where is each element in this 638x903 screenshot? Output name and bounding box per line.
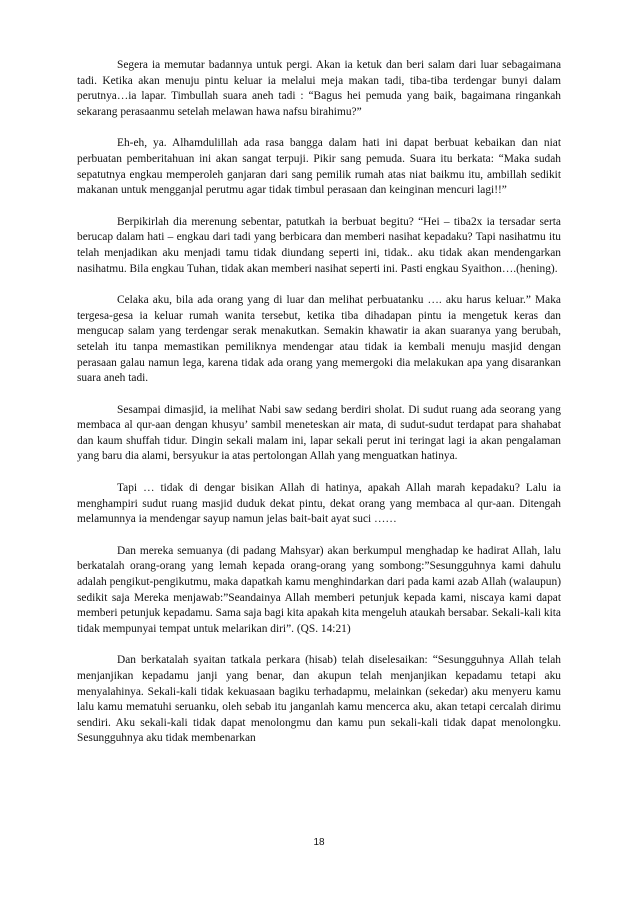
paragraph-6: Tapi … tidak di dengar bisikan Allah di hatinya, apakah Allah marah kepadaku? Lalu ia menghampiri sudut ruang masjid duduk dekat pintu, dekat orang yang membaca al qur-aan. Ditengah melamunnya ia mendengar sayup namun jelas bait-bait ayat suci …… [77, 482, 561, 526]
page-body [77, 58, 561, 763]
paragraph-4: Celaka aku, bila ada orang yang di luar dan melihat perbuatanku …. aku harus keluar.” Maka tergesa-gesa ia keluar rumah wanita tersebut, ketika tiba dihadapan pintu ia mengetuk keras dan mengucap salam yang terdengar serak menakutkan. Semakin khawatir ia akan suaranya yang berubah, setelah itu tanpa memastikan pemiliknya mendengar atau tidak ia kembali menuju masjid dengan perasaan galau namun lega, karena tidak ada orang yang memergoki dia melakukan apa yang disarankan suara aneh tadi. [77, 294, 561, 385]
paragraph-5: Sesampai dimasjid, ia melihat Nabi saw sedang berdiri sholat. Di sudut ruang ada seorang yang membaca al qur-aan dengan khusyu’ sambil meneteskan air mata, di sudut-sudut terdapat para shahabat dan kaum shuffah tidur. Dingin sekali malam ini, lapar sekali perut ini teringat lagi ia akan pengalaman yang baru dia alami, bersyukur ia atas pertolongan Allah yang menguatkan hatinya. [77, 403, 561, 463]
paragraph-7: Dan mereka semuanya (di padang Mahsyar) akan berkumpul menghadap ke hadirat Allah, lalu berkatalah orang-orang yang lemah kepada orang-orang yang sombong:”Sesungguhnya kami dahulu adalah pengikut-pengikutmu, maka dapatkah kamu menghindarkan dari pada kami azab Allah (walaupun) sedikit saja Mereka menjawab:”Seandainya Allah memberi petunjuk kepada kami, niscaya kami dapat memberi petunjuk kepadamu. Sama saja bagi kita apakah kita mengeluh ataukah bersabar. Sekali-kali kita tidak mempunyai tempat untuk melarikan diri”. (QS. 14:21) [77, 544, 561, 635]
page-number: 18 [313, 837, 325, 848]
paragraph-3: Berpikirlah dia merenung sebentar, patutkah ia berbuat begitu? “Hei – tiba2x ia tersadar serta berucap dalam hati – engkau dari tadi yang berbicara dan memberi nasihat kepadaku? Tapi nasihatmu itu telah menjadikan aku menjadi tamu tidak diundang seperti ini, tidak.. aku tidak akan mendengarkan nasihatmu. Bila engkau Tuhan, tidak akan memberi nasihat seperti ini. Pasti engkau Syaithon….(hening). [77, 215, 561, 275]
paragraph-2: Eh-eh, ya. Alhamdulillah ada rasa bangga dalam hati ini dapat berbuat kebaikan dan niat perbuatan pemberitahuan ini akan sangat terpuji. Pikir sang pemuda. Suara itu berkata: “Maka sudah sepatutnya engkau memperoleh ganjaran dari sang pemilik rumah atas niat baikmu itu, ambillah sedikit makanan untuk mengganjal perutmu agar tidak timbul perasaan dan keinginan mencuri lagi!!” [77, 137, 561, 197]
paragraph-8: Dan berkatalah syaitan tatkala perkara (hisab) telah diselesaikan: “Sesungguhnya Allah telah menjanjikan kepadamu janji yang benar, dan akupun telah menjanjikan kepadamu tetapi aku menyalahinya. Sekali-kali tidak kekuasaan bagiku terhadapmu, melainkan (sekedar) aku menyeru kamu lalu kamu mematuhi seruanku, oleh sebab itu janganlah kamu mencerca aku, akan tetapi cercalah dirimu sendiri. Aku sekali-kali tidak dapat menolongmu dan kamu pun sekali-kali tidak dapat menolongku. Sesungguhnya aku tidak membenarkan [77, 654, 561, 745]
paragraph-1: Segera ia memutar badannya untuk pergi. Akan ia ketuk dan beri salam dari luar sebagaimana tadi. Ketika akan menuju pintu keluar ia melalui meja makan tadi, tiba-tiba terdengar bunyi dalam perutnya…ia lapar. Timbullah suara aneh tadi : “Bagus hei pemuda yang baik, bagaimana ringankah sekarang perasaanmu setelah melawan hawa nafsu birahimu?” [77, 59, 561, 118]
